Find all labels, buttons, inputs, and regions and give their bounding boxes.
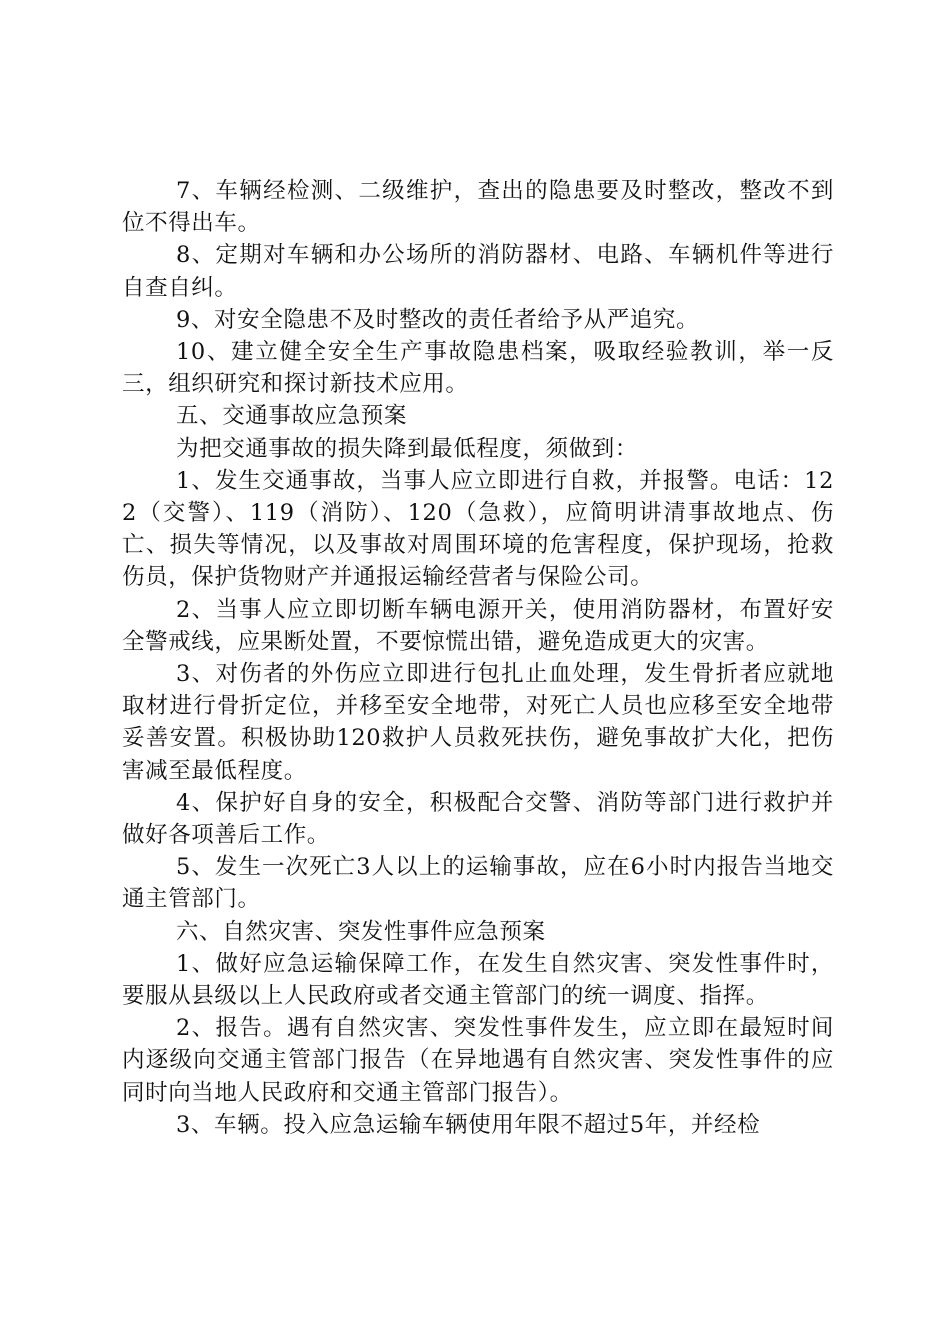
- paragraph-intro: 为把交通事故的损失降到最低程度，须做到：: [176, 435, 639, 462]
- paragraph-10-hazard-records: 10、建立健全安全生产事故隐患档案，吸取经验教训，举一反三，组织研究和探讨新技术应用。: [122, 339, 834, 398]
- paragraph-accident-1: 1、发生交通事故，当事人应立即进行自救，并报警。电话：122（交警）、119（消防）、120（急救），应简明讲清事故地点、伤亡、损失等情况，以及事故对周围环境的危害程度，保护现场，抢救伤员，保护货物财产并通报运输经营者与保险公司。: [122, 467, 834, 591]
- paragraph-accident-3: 3、对伤者的外伤应立即进行包扎止血处理，发生骨折者应就地取材进行骨折定位，并移至安全地带，对死亡人员也应移至安全地带妥善安置。积极协助120救护人员救死扶伤，避免事故扩大化，把伤害减至最低程度。: [122, 661, 834, 784]
- document-body: [122, 175, 834, 1141]
- paragraph-8-self-check: 8、定期对车辆和办公场所的消防器材、电路、车辆机件等进行自查自纠。: [122, 242, 834, 301]
- paragraph-disaster-1: 1、做好应急运输保障工作，在发生自然灾害、突发性事件时，要服从县级以上人民政府或者交通主管部门的统一调度、指挥。: [122, 950, 834, 1010]
- paragraph-7-vehicle-inspection: 7、车辆经检测、二级维护，查出的隐患要及时整改，整改不到位不得出车。: [122, 178, 834, 237]
- section-heading-natural-disaster: 六、自然灾害、突发性事件应急预案: [176, 918, 546, 945]
- paragraph-9-accountability: 9、对安全隐患不及时整改的责任者给予从严追究。: [176, 306, 700, 333]
- paragraph-accident-2: 2、当事人应立即切断车辆电源开关，使用消防器材，布置好安全警戒线，应果断处置，不要惊慌出错，避免造成更大的灾害。: [122, 596, 834, 655]
- paragraph-disaster-2: 2、报告。遇有自然灾害、突发性事件发生，应立即在最短时间内逐级向交通主管部门报告（在异地遇有自然灾害、突发性事件的应同时向当地人民政府和交通主管部门报告）。: [122, 1015, 834, 1106]
- section-heading-traffic-accident: 五、交通事故应急预案: [176, 403, 408, 430]
- paragraph-disaster-3: 3、车辆。投入应急运输车辆使用年限不超过5年，并经检: [176, 1111, 761, 1138]
- paragraph-accident-5: 5、发生一次死亡3人以上的运输事故，应在6小时内报告当地交通主管部门。: [122, 854, 834, 913]
- paragraph-accident-4: 4、保护好自身的安全，积极配合交警、消防等部门进行救护并做好各项善后工作。: [122, 789, 834, 849]
